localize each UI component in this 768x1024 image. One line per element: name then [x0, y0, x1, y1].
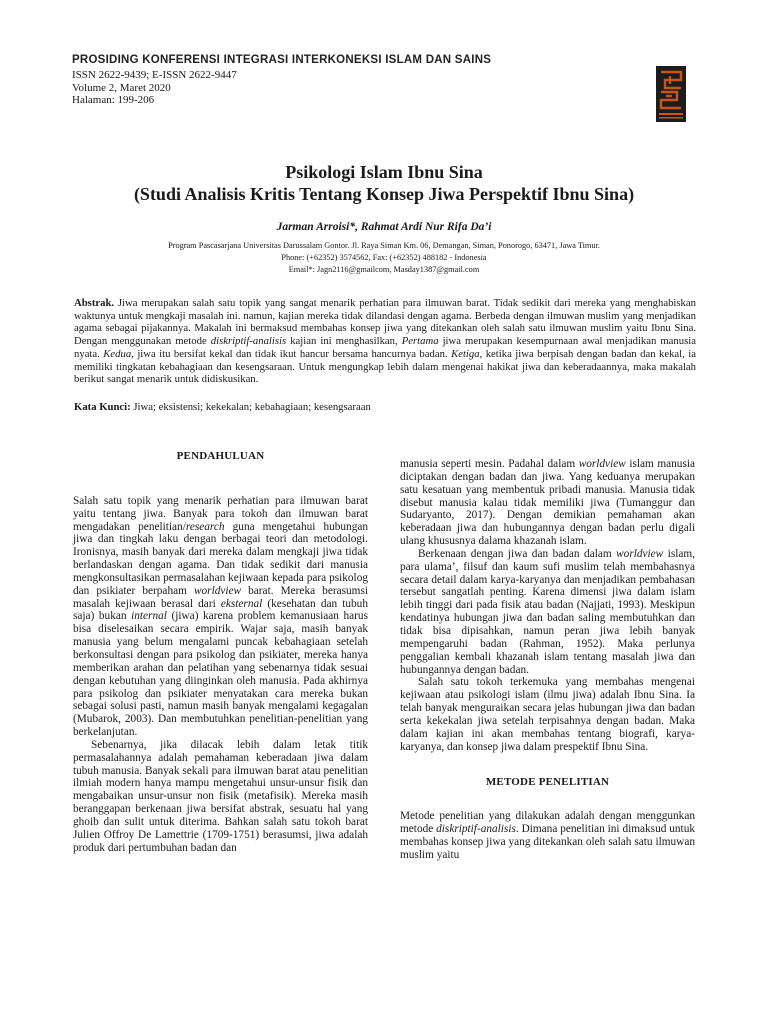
issn-block — [72, 69, 237, 107]
journal-title: PROSIDING KONFERENSI INTEGRASI INTERKONEKSI ISLAM DAN SAINS — [72, 54, 492, 66]
paragraph-text: guna mengetahui hubungan jiwa dan tingkah laku dengan berbagai teori dan metodologi. Ironisnya, masih banyak dari mereka dalam mengkaji jiwa tidak berlandaskan dengan agama. Dan tidak sedikit dari manusia mengkonsultasikan permasalahan kejiwaan kepada para psikolog dan psikiater berpaham — [73, 520, 369, 597]
authors: Jarman Arroisi*, Rahmat Ardi Nur Rifa Da’i — [276, 221, 492, 233]
paragraph-text: . Dimana penelitian ini dimaksud untuk membahas konsep jiwa yang ditekankan oleh salah satu ilmuwan muslim yaitu — [400, 823, 695, 861]
paragraph — [400, 810, 695, 861]
paragraph-italic: worldview — [193, 584, 242, 597]
paragraph-text: manusia seperti mesin. Padahal dalam — [400, 458, 579, 470]
abstract-text: , jiwa itu bersifat kekal dan tidak ikut hancur bersama hancurnya badan. — [131, 347, 452, 360]
paragraph — [400, 548, 695, 676]
paragraph-italic: worldview — [578, 458, 626, 470]
paragraph-text: (jiwa) karena problem kemanusiaan harus bisa diselesaikan secara empirik. Wajar saja, masih banyak manusia yang belum mengalami puncak kebahagiaan setelah berkonsultasi dengan para psikolog dan psikiater, mereka hanya memberikan arahan dan pelatihan yang sebenarnya tidak sesuai dengan kebutuhan yang diinginkan oleh manusia. Pada akhirnya para psikolog dan psikiater menyatakan cara mereka bukan sebagai solusi pasti, namun masih banyak mengalami kegagalan (Mubarok, 2003). Dan membutuhkan penelitian-penelitian yang berkelanjutan. — [73, 610, 368, 739]
pages-line: Halaman: 199-206 — [72, 94, 155, 106]
paragraph-text: islam, para ulama’, filsuf dan kaum sufi muslim telah membahasnya secara detail dalam karya-karyanya dan menjadikan pembahasan tersebut sangatlah penting. Karena dimensi jiwa dalam islam lebih tinggi dari pada fisik atau badan (Najjati, 1993). Meskipun kendatinya hubungan jiwa dan badan saling membutuhkan dan tidak bisa dipisahkan, namun peran jiwa lebih banyak mempengaruhi badan (Rahman, 1952). Maka perlunya penggalian kembali khazanah islam tentang masalah jiwa dan hubungannya dengan badan. — [400, 547, 695, 676]
abstract-text: kajian ini menghasilkan, — [286, 335, 402, 348]
paragraph-text: (kesehatan dan tubuh saja) bukan — [73, 597, 368, 623]
paragraph-text: Metode penelitian yang dilakukan adalah dengan menggunkan metode — [400, 810, 695, 836]
abstract-italic: Ketiga — [451, 347, 480, 360]
affiliation-line: Program Pascasarjana Universitas Darussalam Gontor. Jl. Raya Siman Km. 06, Demangan, Siman, Ponorogo, 63471, Jawa Timur. — [168, 241, 600, 250]
abstract-label: Abstrak. — [74, 297, 115, 309]
section-heading-metode: METODE PENELITIAN — [485, 776, 610, 789]
issn-line: ISSN 2622-9439; E-ISSN 2622-9447 — [72, 69, 237, 81]
paragraph-text: islam manusia diciptakan dengan badan dan jiwa. Yang keduanya merupakan satu kesatuan yang membentuk pribadi manusia. Manusia tidak disebut manusia kalau tidak memiliki jiwa (Tumanggur dan Sudaryanto, 2017). Dengan demikian pemahaman akan keberadaan jiwa dan hubungannya dengan badan perlu digali ulang khususnya dalama khazanah islam. — [400, 458, 695, 548]
section-heading-pendahuluan: PENDAHULUAN — [176, 450, 265, 462]
keywords — [74, 401, 696, 413]
paper-title — [0, 162, 768, 205]
paragraph-text: barat. Mereka berasumsi masalah kejiwaan berasal dari — [73, 584, 368, 610]
abstract-italic: Kedua — [103, 347, 132, 360]
abstract-text: Jiwa merupakan salah satu topik yang sangat menarik perhatian para ilmuwan barat. Tidak sedikit dari mereka yang menghabiskan waktunya untuk mengkaji masalah ini. namun, kajian mereka tidak dilandasi dengan agama. Berbeda dengan ilmuwan muslim yang menjadikan agama sebagai pijakannya. Makalah ini bermaksud membahas konsep jiwa yang ditekankan oleh salah satu ilmuwan muslim yaitu Ibnu Sina. Dengan menggunakan metode — [74, 297, 696, 348]
abstract-italic: diskriptif-analisis — [210, 335, 287, 348]
abstract — [74, 297, 696, 386]
paragraph-italic: eksternal — [220, 597, 263, 610]
paragraph: Salah satu tokoh terkemuka yang membahas mengenai kejiwaan atau psikologi islam (ilmu jiwa) adalah Ibnu Sina. Ia telah banyak menguraikan secara jelas hubungan jiwa dan badan serta kekekalan jiwa setelah terpisahnya dengan badan. Maka dalam kajian ini akan membahas tentang biografi, karya-karyanya, dan konsep jiwa dalam prespektif Ibnu Sina. — [400, 676, 695, 753]
title-line-2: (Studi Analisis Kritis Tentang Konsep Jiwa Perspektif Ibnu Sina) — [133, 184, 635, 204]
paragraph-italic: diskriptif-analisis — [436, 823, 516, 836]
paragraph — [400, 458, 695, 548]
paragraph-text: Berkenaan dengan jiwa dan badan dalam — [418, 547, 617, 560]
paragraph-text: Salah satu topik yang menarik perhatian para ilmuwan barat yaitu tentang jiwa. Banyak para tokoh dan ilmuwan barat mengadakan penelitian/ — [73, 494, 368, 533]
left-column — [73, 450, 368, 854]
affiliation — [0, 240, 768, 276]
paragraph-italic: worldview — [616, 547, 664, 560]
paragraph-italic: internal — [131, 610, 167, 623]
volume-line: Volume 2, Maret 2020 — [72, 81, 171, 94]
paragraph — [73, 495, 368, 739]
paragraph: Sebenarnya, jika dilacak lebih dalam letak titik permasalahannya adalah pemahaman keberadaan jiwa dalam tubuh manusia. Banyak sekali para ilmuwan barat atau penelitian ilmiah modern hanya mampu mengetahui unsur-unsur fisik dan mengabaikan unsur-unsur non fisik (metafisik). Mereka masih beranggapan berkenaan jiwa bersifat abstrak, sesuatu hal yang ghoib dan sulit untuk diterima. Bahkan salah satu tokoh barat Julien Offroy De Lamettrie (1709-1751) berasumsi, jiwa adalah produk dari pertumbuhan badan dan — [73, 738, 368, 854]
paragraph-italic: research — [185, 520, 225, 533]
abstract-text: jiwa merupakan kesempurnaan awal menjadikan manusia nyata. — [74, 335, 696, 360]
email-line: Email*: Jagn2116@gmailcom, Masday1387@gmail.com — [288, 265, 480, 274]
abstract-text: , ketika jiwa berpisah dengan badan dan kekal, ia memiliki tingkatan kebahagiaan dan kesengsaraan. Untuk mengungkap lebih dalam mengenai hakikat jiwa dan keberadaannya, maka makalah berikut sangat menarik untuk didiskusikan. — [74, 347, 696, 386]
keywords-label: Kata Kunci: — [74, 401, 131, 413]
conference-logo-icon — [656, 66, 686, 122]
right-column — [400, 458, 695, 862]
title-line-1: Psikologi Islam Ibnu Sina — [285, 162, 483, 182]
abstract-italic: Pertama — [401, 335, 439, 348]
contact-line: Phone: (+62352) 3574562, Fax: (+62352) 488182 - Indonesia — [281, 253, 487, 262]
keywords-text: Jiwa; eksistensi; kekekalan; kebahagiaan; kesengsaraan — [130, 401, 371, 413]
